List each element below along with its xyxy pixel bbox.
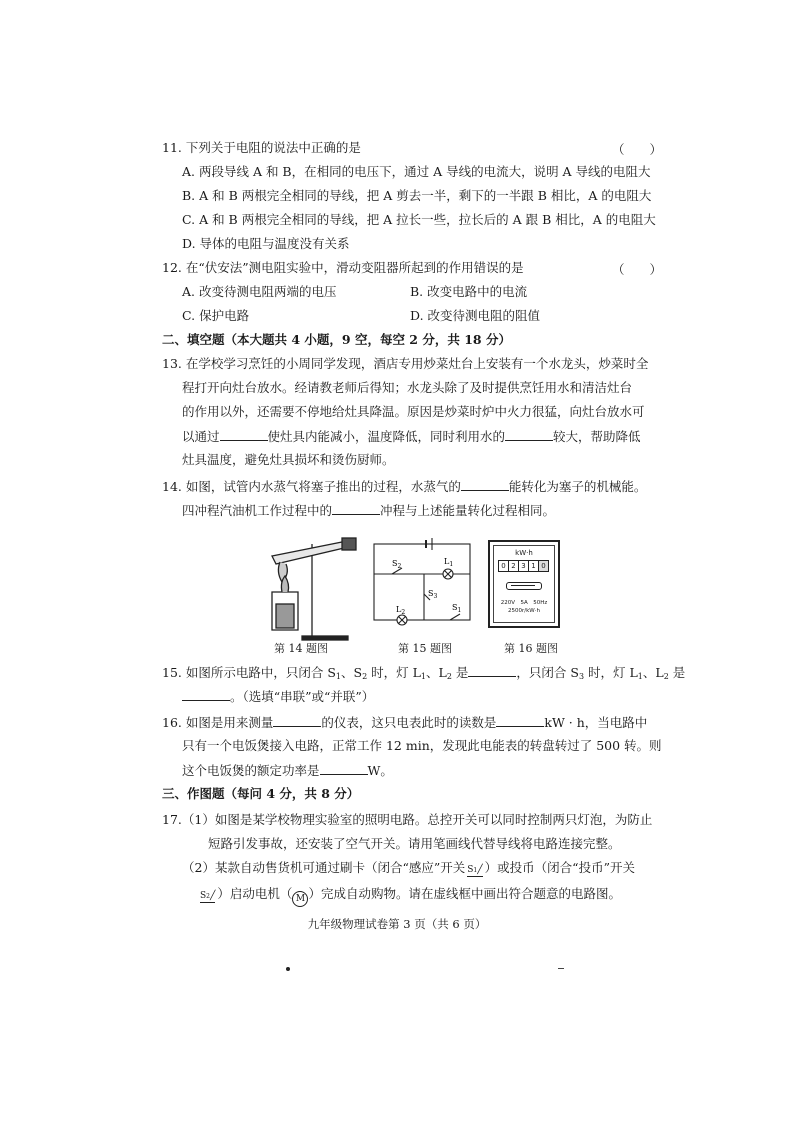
q13-line-4: 以通过 使灶具内能减小，温度降低，同时利用水的 较大，帮助降低 (182, 429, 641, 444)
meter-dial-window (506, 582, 542, 590)
q11-option-c: C. A 和 B 两根完全相同的导线，把 A 拉长一些，拉长后的 A 跟 B 相比，A 的电阻大 (182, 212, 656, 227)
figure-15-caption: 第 15 题图 (398, 642, 452, 655)
q15-line-1: 15. 如图所示电路中，只闭合 $S_1$、$S_2$ 时，灯 $L_1$、$L_2$ 是 ，只闭合 $S_3$ 时，灯 $L_1$、$L_2$ 是 (162, 665, 686, 681)
scan-speck (286, 967, 290, 971)
figure-15-circuit (372, 538, 472, 638)
meter-digit: 3 (518, 560, 529, 572)
q13-line-2: 程打开向灶台放水。经请教老师后得知；水龙头除了及时提供烹饪用水和清洁灶台 (182, 380, 633, 395)
q17-line-3: （2）某款自动售货机可通过刷卡（闭合“感应”开关 S1╱ ）或投币（闭合“投币”开关 (182, 860, 635, 875)
fig15-label-s2: $S_2$ (392, 559, 402, 570)
q12-option-b: B. 改变电路中的电流 (410, 284, 528, 299)
q16-line-1: 16. 如图是用来测量 的仪表，这只电表此时的读数是 kW · h，当电路中 (162, 715, 648, 730)
figure-16-caption: 第 16 题图 (504, 642, 558, 655)
q13-blank-2[interactable] (505, 428, 553, 441)
section-3-heading: 三、作图题（每问 4 分，共 8 分） (162, 786, 360, 801)
section-2-heading: 二、填空题（本大题共 4 小题，9 空，每空 2 分，共 18 分） (162, 332, 511, 347)
meter-digit: 1 (528, 560, 539, 572)
q13-blank-1[interactable] (220, 428, 268, 441)
switch-s2-symbol: S2╱ (200, 891, 216, 901)
figure-14-test-tube (262, 532, 362, 642)
q12-option-c: C. 保护电路 (182, 308, 250, 323)
q14-line-1: 14. 如图，试管内水蒸气将塞子推出的过程，水蒸气的 能转化为塞子的机械能。 (162, 479, 647, 494)
figure-16-energy-meter (488, 540, 560, 628)
meter-digits (498, 560, 549, 572)
q11-option-a: A. 两段导线 A 和 B，在相同的电压下，通过 A 导线的电流大，说明 A 导线的电阻大 (182, 164, 651, 179)
q12-answer-bracket: （ ） (612, 262, 663, 277)
q11-stem: 11. 下列关于电阻的说法中正确的是 (162, 140, 361, 155)
q16-blank-1[interactable] (273, 714, 321, 727)
q17-line-2: 短路引发事故，还安装了空气开关。请用笔画线代替导线将电路连接完整。 (208, 836, 621, 851)
meter-spec-2: 2500r/kW·h (508, 608, 540, 614)
switch-s1-symbol: S1╱ (467, 865, 483, 875)
q16-line-3: 这个电饭煲的额定功率是 W。 (182, 763, 393, 778)
meter-spec-1: 220V 5A 50Hz (500, 600, 548, 606)
q12-option-a: A. 改变待测电阻两端的电压 (182, 284, 337, 299)
q17-line-1: 17.（1）如图是某学校物理实验室的照明电路。总控开关可以同时控制两只灯泡，为防止 (162, 812, 653, 827)
q14-blank-2[interactable] (332, 502, 380, 515)
q11-answer-bracket: （ ） (612, 142, 663, 157)
fig15-label-s1: $S_1$ (452, 603, 462, 614)
q14-blank-1[interactable] (461, 478, 509, 491)
fig15-label-l1: $L_1$ (444, 557, 454, 568)
q16-line-2: 只有一个电饭煲接入电路，正常工作 12 min，发现此电能表的转盘转过了 500 转。则 (182, 738, 662, 753)
q16-blank-3[interactable] (320, 762, 368, 775)
q15-blank-1[interactable] (468, 664, 516, 677)
motor-icon: M (292, 891, 308, 907)
q12-stem: 12. 在“伏安法”测电阻实验中，滑动变阻器所起到的作用错误的是 (162, 260, 524, 275)
q11-option-d: D. 导体的电阻与温度没有关系 (182, 236, 350, 251)
q16-blank-2[interactable] (496, 714, 544, 727)
fig15-label-s3: $S_3$ (428, 589, 438, 600)
meter-digit-decimal: 0 (538, 560, 549, 572)
figure-14-caption: 第 14 题图 (274, 642, 328, 655)
q11-option-b: B. A 和 B 两根完全相同的导线，把 A 剪去一半，剩下的一半跟 B 相比，A 的电阻大 (182, 188, 652, 203)
q14-line-2: 四冲程汽油机工作过程中的 冲程与上述能量转化过程相同。 (182, 503, 556, 518)
q13-line-3: 的作用以外，还需要不停地给灶具降温。原因是炒菜时炉中火力很猛，向灶台放水可 (182, 404, 645, 419)
meter-unit: kW·h (515, 549, 533, 557)
q15-blank-2[interactable] (182, 688, 230, 701)
meter-digit: 0 (498, 560, 509, 572)
scan-speck (558, 968, 564, 969)
q17-line-4: S2╱ ）启动电机（ M ）完成自动购物。请在虚线框中画出符合题意的电路图。 (200, 886, 621, 907)
q15-line-2: 。（选填“串联”或“并联”） (182, 688, 374, 705)
q13-line-5: 灶具温度，避免灶具损坏和烫伤厨师。 (182, 452, 395, 467)
q13-line-1: 13. 在学校学习烹饪的小周同学发现，酒店专用炒菜灶台上安装有一个水龙头，炒菜时全 (162, 356, 649, 371)
fig15-label-l2: $L_2$ (396, 605, 406, 616)
q12-option-d: D. 改变待测电阻的阻值 (410, 308, 541, 323)
page-footer: 九年级物理试卷第 3 页（共 6 页） (307, 917, 487, 931)
meter-digit: 2 (508, 560, 519, 572)
